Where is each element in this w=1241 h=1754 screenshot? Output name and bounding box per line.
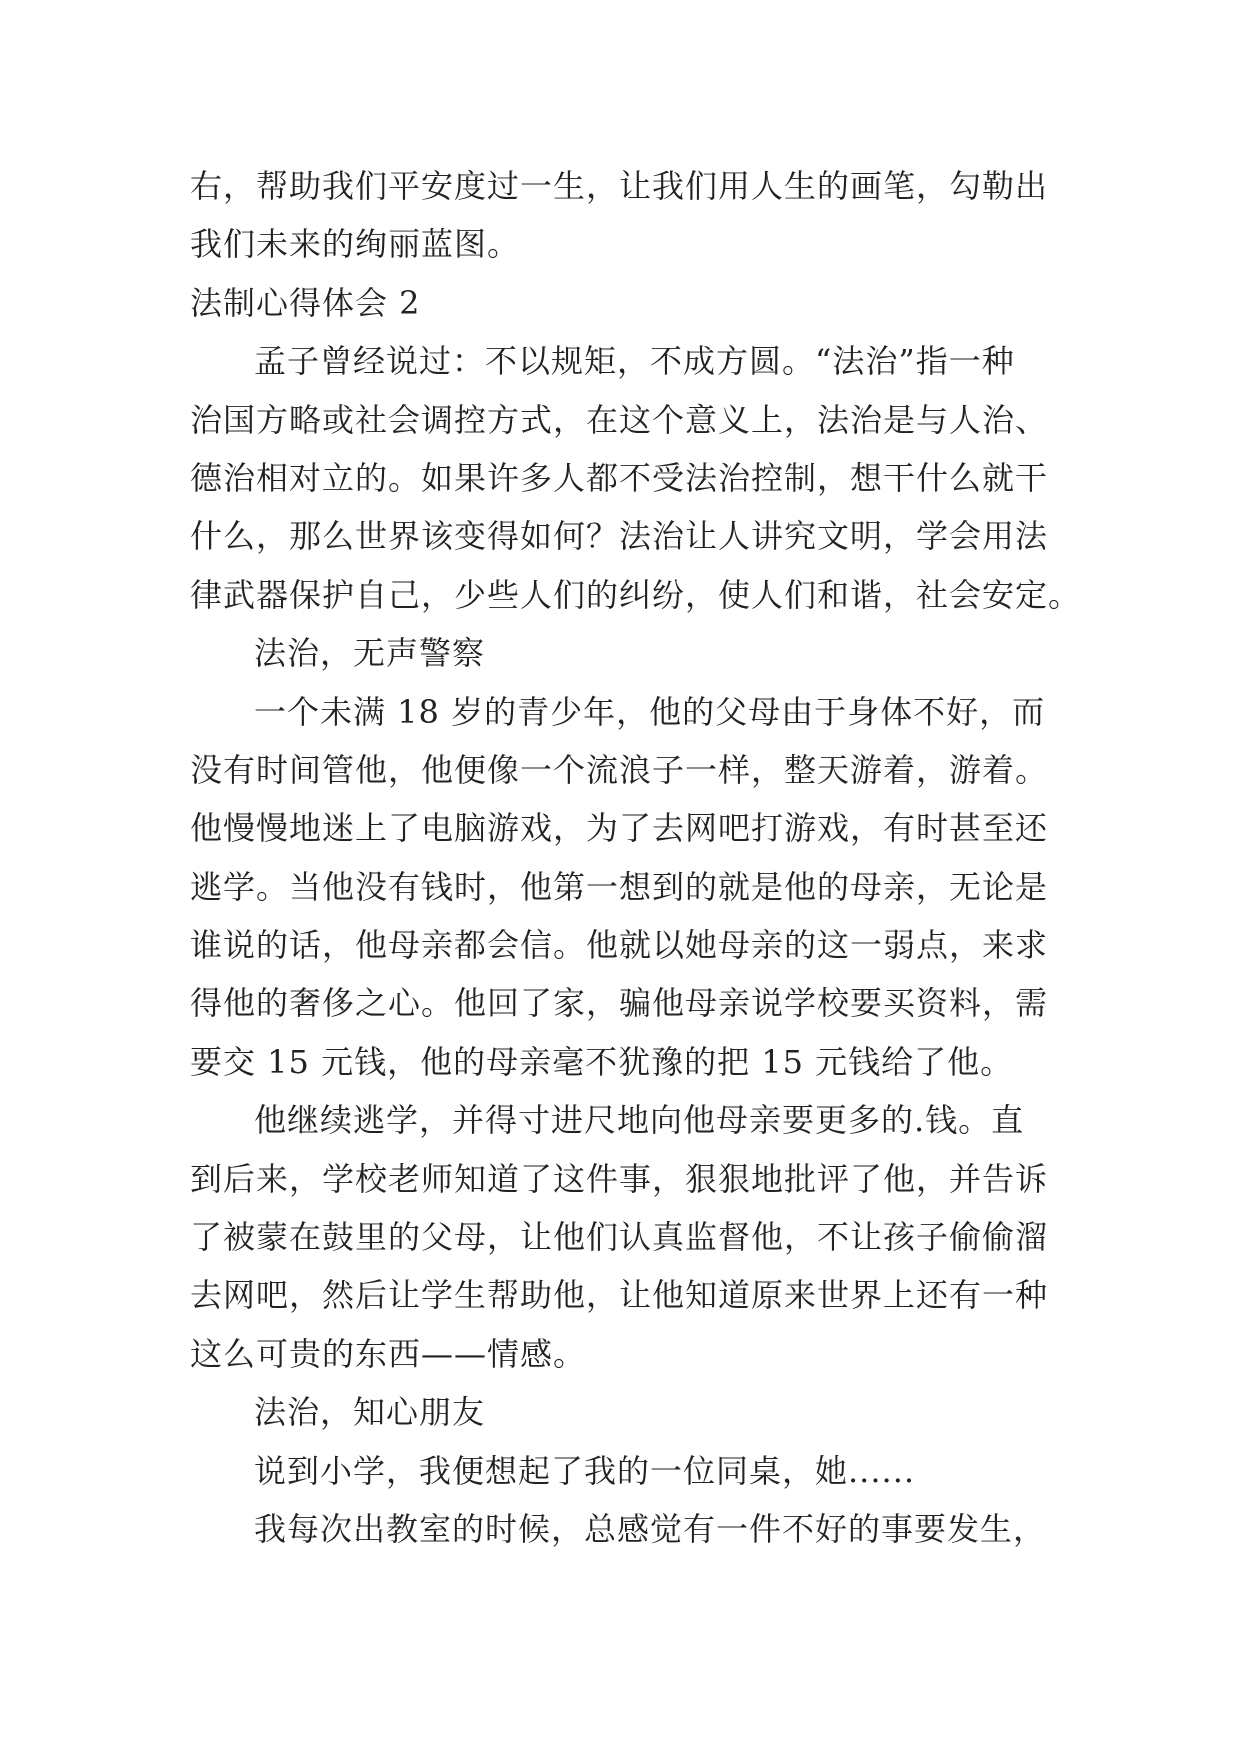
text-line: 一个未满 18 岁的青少年，他的父母由于身体不好，而 [254, 692, 1046, 731]
text-line: 我们未来的绚丽蓝图。 [190, 225, 521, 264]
text-line: 逃学。当他没有钱时，他第一想到的就是他的母亲，无论是 [190, 867, 1049, 906]
text-line: 他慢慢地迷上了电脑游戏，为了去网吧打游戏，有时甚至还 [190, 809, 1049, 848]
text-line: 右，帮助我们平安度过一生，让我们用人生的画笔，勾勒出 [190, 167, 1049, 205]
text-line: 说到小学，我便想起了我的一位同桌，她...... [254, 1451, 916, 1490]
document-body [190, 157, 1082, 1558]
text-line: 律武器保护自己，少些人们的纠纷，使人们和谐，社会安定。 [190, 575, 1082, 614]
subheading: 法治，无声警察 [254, 634, 486, 673]
text-line: 到后来，学校老师知道了这件事，狠狠地批评了他，并告诉 [190, 1159, 1049, 1198]
text-line: 要交 15 元钱，他的母亲毫不犹豫的把 15 元钱给了他。 [190, 1042, 1014, 1081]
text-line: 去网吧，然后让学生帮助他，让他知道原来世界上还有一种 [190, 1276, 1049, 1315]
text-line: 孟子曾经说过：不以规矩，不成方圆。“法治”指一种 [254, 342, 1015, 381]
text-line: 德治相对立的。如果许多人都不受法治控制，想干什么就干 [190, 458, 1049, 497]
text-line: 这么可贵的东西——情感。 [190, 1334, 587, 1373]
text-line: 什么，那么世界该变得如何？法治让人讲究文明，学会用法 [190, 517, 1049, 556]
text-line: 他继续逃学，并得寸进尺地向他母亲要更多的.钱。直 [254, 1101, 1025, 1140]
text-line: 没有时间管他，他便像一个流浪子一样，整天游着，游着。 [190, 750, 1049, 789]
text-line: 治国方略或社会调控方式，在这个意义上，法治是与人治、 [190, 400, 1049, 439]
text-line: 谁说的话，他母亲都会信。他就以她母亲的这一弱点，来求 [190, 926, 1049, 965]
subheading: 法治，知心朋友 [254, 1393, 486, 1432]
text-line: 得他的奢侈之心。他回了家，骗他母亲说学校要买资料，需 [190, 984, 1049, 1023]
text-line: 我每次出教室的时候，总感觉有一件不好的事要发生， [254, 1509, 1047, 1548]
text-line: 了被蒙在鼓里的父母，让他们认真监督他，不让孩子偷偷溜 [190, 1218, 1049, 1257]
section-heading: 法制心得体会 2 [190, 283, 421, 322]
